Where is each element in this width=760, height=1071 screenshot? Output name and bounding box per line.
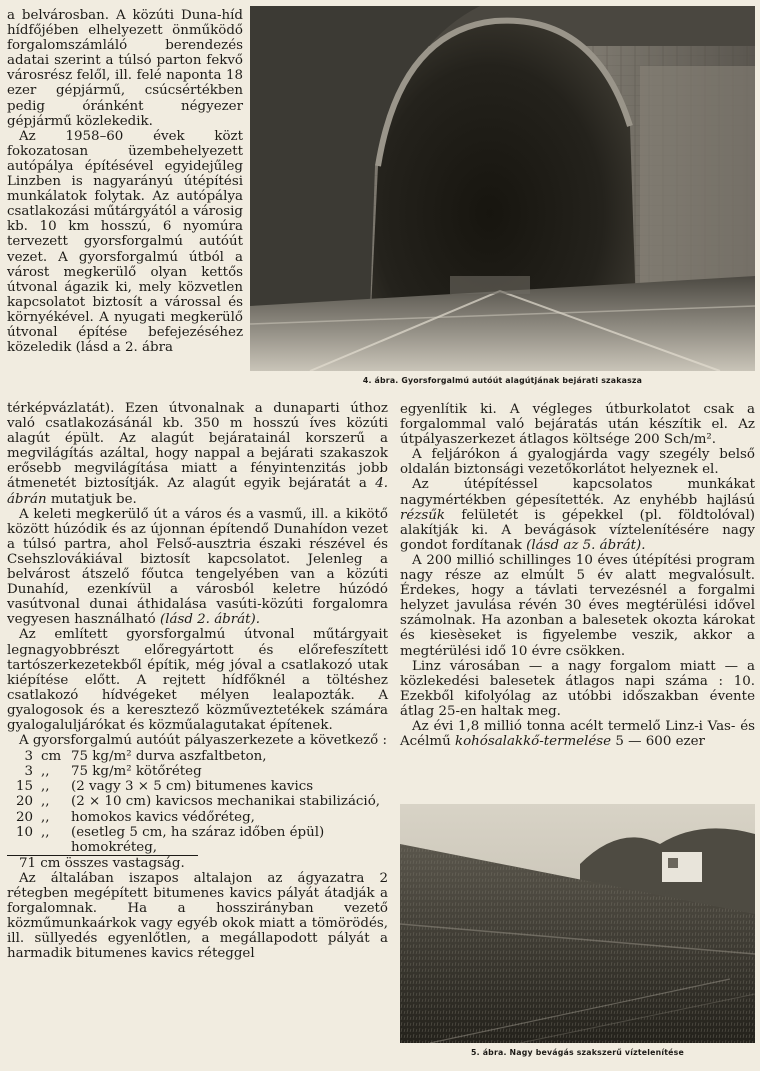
- spec-unit: ,,: [41, 809, 50, 825]
- paragraph: a belvárosban. A közúti Duna-híd hídfőjében elhelyezett önműködő forgalomszámláló berendezés adatai szerint a túlsó parton fekvő városrész felől, ill. felé naponta 18 ezer gépjármű, csúcsértékben pedig óránként négyezer gépjármű közlekedik.: [7, 8, 243, 129]
- spec-row: [7, 810, 388, 825]
- emphasis: (lásd 2. ábrát).: [159, 612, 260, 628]
- spec-row: [7, 825, 388, 855]
- emphasis: kohósalakkő-termelése: [454, 734, 612, 750]
- paragraph: [400, 719, 755, 749]
- pavement-structure-list: [7, 749, 388, 871]
- emphasis: (lásd az 5. ábrát).: [526, 537, 646, 553]
- paragraph-text: 5 — 600 ezer: [611, 734, 705, 750]
- paragraph: Az említett gyorsforgalmú útvonal műtárgyait legnagyobbrészt előregyártott és előrefeszített tartószerkezetekből építik, még jóval a csatlakozó utak kiépítése előtt. A rejtett hídfőknél a töltéshez csatlakozó hídvégeket mélyen lealapozták. A gyalogosok és a keresztező közműveztetékek számára gyalogaluljárókat és közműalagutakat építenek.: [7, 627, 388, 733]
- paragraph: A 200 millió schillinges 10 éves útépítési program nagy része az elmúlt 5 év alatt megvalósult. Érdekes, hogy a távlati tervezésnél a forgalmi helyzet javulása révén 30 éves megtérülési idővel számolnak. Ha azonban a balesetek okozta károkat és kiesèseket is figyelembe veszik, akkor a megtérülési idő 10 évre csökken.: [400, 552, 755, 659]
- spec-layer: (2 × 10 cm) kavicsos mechanikai stabilizáció,: [71, 794, 381, 810]
- paragraph-text: térképvázlatát). Ezen útvonalnak a dunaparti úthoz való csatlakozásánál kb. 350 m hosszú íves közúti alagút épült. Az alagút bejáratainál korszerű a megvilágítás azáltal, hogy nappal a bejárati szakaszok erősebb megvilágítása miatt a fényintenzitás jobb átmenetét biztosítják. Az alagút egyik bejáratát a: [7, 401, 388, 492]
- left-column-bottom: [7, 401, 388, 961]
- paragraph: Linz városában — a nagy forgalom miatt — a közlekedési balesetek átlagos napi száma : 10. Ezekből kifolyólag az utóbbi időszakban évente átlag 25-en haltak meg.: [400, 658, 755, 719]
- paragraph: A feljárókon á gyalogjárda vagy szegély belső oldalán biztonsági vezetőkorlátot helyeznek el.: [400, 447, 755, 478]
- paragraph-text: felületét is gépekkel (pl. földtolóval) alakítják ki. A bevágások víztelenítésére nagy gondot fordítanak: [400, 507, 755, 553]
- spec-layer: homokos kavics védőréteg,: [71, 809, 255, 825]
- spec-total-text: 71 cm összes vastagság.: [7, 855, 198, 871]
- spec-row: [7, 794, 388, 809]
- emphasis: 4. ábrán: [7, 476, 388, 507]
- paragraph: [7, 401, 388, 507]
- spec-layer: (2 vagy 3 × 5 cm) bitumenes kavics: [71, 779, 314, 795]
- spec-row: [7, 779, 388, 794]
- spec-unit: ,,: [41, 779, 50, 795]
- figure-5-caption: 5. ábra. Nagy bevágás szakszerű víztelenítése: [471, 1048, 684, 1057]
- paragraph: Az általában iszapos altalajon az ágyazatra 2 rétegben megépített bitumenes kavics pályát átadják a forgalomnak. Ha a hosszirányban vezető közműmunkaárkok vagy egyéb okok miatt a tömörödés, ill. süllyedés egyenlőtlen, a megállapodott pályát a harmadik bitumenes kavics réteggel: [7, 870, 388, 962]
- paragraph-text: A keleti megkerülő út a város és a vasmű, ill. a kikötő között húzódik és az újonnan építendő Dunahídon vezet a túlsó partra, ahol Felső-ausztria északi részével és Csehszlovákiával biztosít kapcsolatot. Jelenleg a belvárost átszelő főutca tengelyében van a közúti Dunahíd, ezenkívül a városból keletre húzódó vasútvonal dunai áthidalása vasúti-közúti forgalomra vegyesen használható: [7, 506, 388, 628]
- spec-unit: ,,: [41, 794, 50, 810]
- spec-row: [7, 764, 388, 779]
- paragraph: [7, 507, 388, 628]
- paragraph: Az 1958–60 évek közt fokozatosan üzembehelyezett autópálya építésével egyidejűleg Linzben is nagyarányú útépítési munkálatok folytak. Az autópálya csatlakozási műtárgyától a városig kb. 10 km hosszú, 6 nyomúra tervezett gyorsforgalmú autóút vezet. A gyorsforgalmú útból a várost megkerülő olyan kettős útvonal ágazik ki, mely közvetlen kapcsolatot biztosít a várossal és környékével. A nyugati megkerülő útvonal építése befejezéséhez közeledik (lásd a 2. ábra: [7, 128, 243, 356]
- spec-layer: 75 kg/m² kötőréteg: [71, 764, 202, 780]
- paragraph: [400, 477, 755, 552]
- paragraph-text: mutatjuk be.: [46, 491, 137, 507]
- spec-unit: ,,: [41, 764, 50, 780]
- figure-5-cutting-photo: [400, 804, 755, 1043]
- spec-layer: (esetleg 5 cm, ha száraz időben épül) homokréteg,: [71, 824, 325, 855]
- emphasis: rézsűk: [400, 507, 445, 523]
- tunnel-image: [250, 6, 755, 371]
- paragraph: egyenlítik ki. A végleges útburkolatot csak a forgalommal való bejáratás után készítik el. Az útpályaszerkezet átlagos költsége 200 Sch/m².: [400, 402, 755, 448]
- spec-thickness: 3: [24, 749, 33, 765]
- spec-thickness: 20: [15, 809, 33, 825]
- spec-total: [7, 855, 388, 871]
- spec-thickness: 3: [24, 764, 33, 780]
- spec-thickness: 15: [15, 779, 33, 795]
- spec-unit: cm: [41, 749, 62, 765]
- right-column: [400, 402, 755, 749]
- paragraph: A gyorsforgalmú autóút pályaszerkezete a következő :: [19, 733, 387, 749]
- spec-row: [7, 749, 388, 764]
- paragraph-text: Az évi 1,8 millió tonna acélt termelő Linz-i Vas- és Acélmű: [400, 718, 755, 750]
- figure-4-tunnel-photo: [250, 6, 755, 371]
- cutting-image: [400, 804, 755, 1043]
- figure-4-caption: 4. ábra. Gyorsforgalmú autóút alagútjának bejárati szakasza: [362, 376, 643, 385]
- left-column-top: [7, 8, 243, 355]
- spec-layer: 75 kg/m² durva aszfaltbeton,: [71, 749, 267, 765]
- spec-unit: ,,: [41, 824, 50, 840]
- paragraph-text: Az útépítéssel kapcsolatos munkákat nagymértékben gépesítették. Az enyhébb hajlású: [400, 477, 755, 508]
- spec-thickness: 10: [15, 824, 33, 840]
- spec-thickness: 20: [15, 794, 33, 810]
